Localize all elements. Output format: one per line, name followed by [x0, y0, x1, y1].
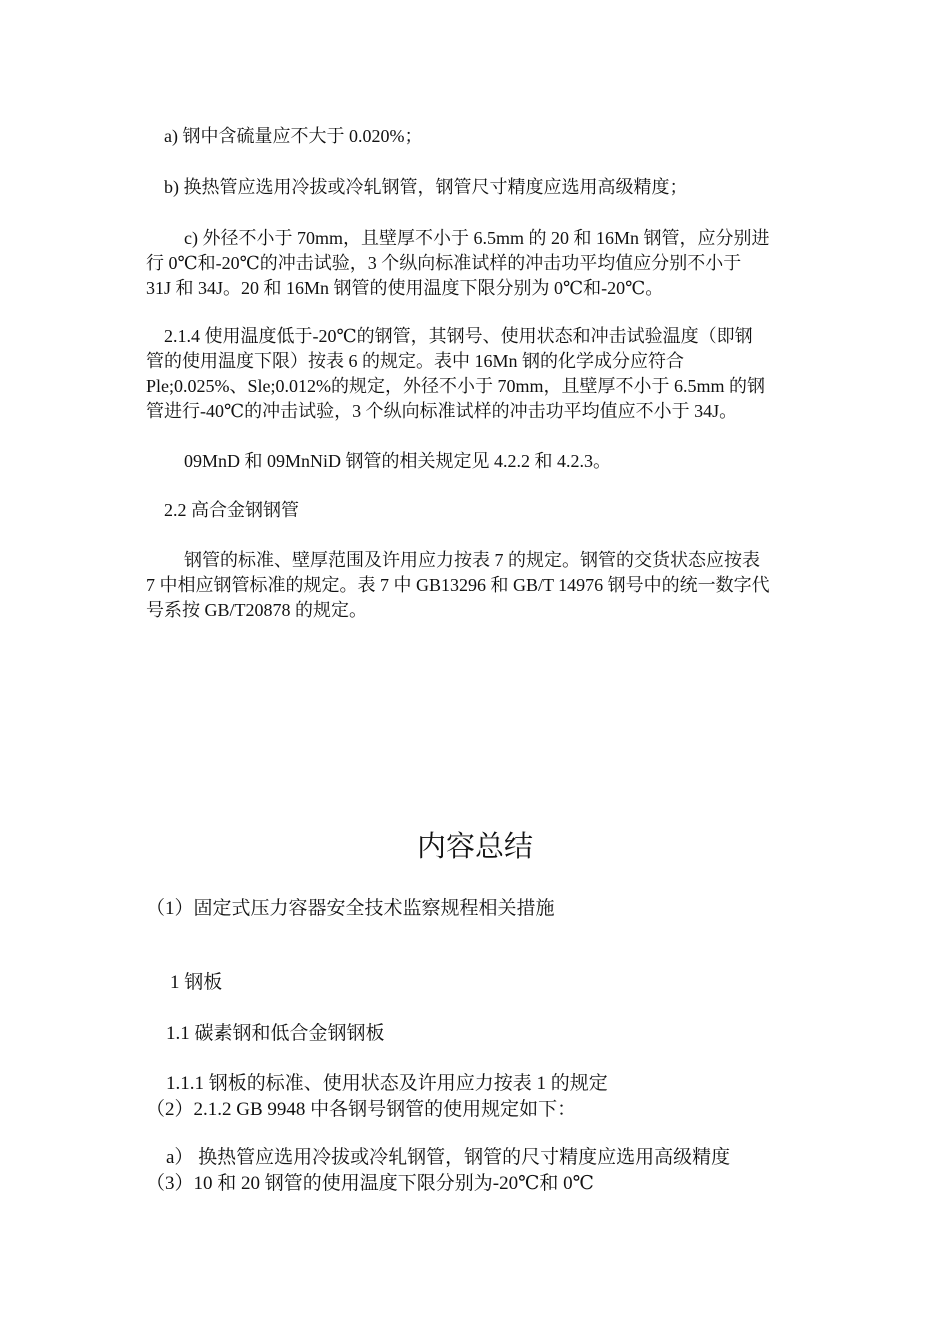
summary-title: 内容总结 — [416, 831, 533, 863]
para-22-line-2: 7 中相应钢管标准的规定。表 7 中 GB13296 和 GB/T 14976 钢号中的统一数字代 — [146, 575, 770, 595]
para-22-line-1: 钢管的标准、壁厚范围及许用应力按表 7 的规定。钢管的交货状态应按表 — [184, 550, 760, 570]
heading-high-alloy-steel-pipe: 2.2 高合金钢钢管 — [164, 500, 299, 520]
item-c-line-3: 31J 和 34J。20 和 16Mn 钢管的使用温度下限分别为 0℃和-20℃。 — [146, 278, 664, 298]
summary-clause-111: 1.1.1 钢板的标准、使用状态及许用应力按表 1 的规定 — [166, 1073, 608, 1094]
summary-carbon-steel-plate: 1.1 碳素钢和低合金钢钢板 — [166, 1023, 385, 1044]
clause-214-line-4: 管进行-40℃的冲击试验，3 个纵向标准试样的冲击功平均值应不小于 34J。 — [146, 401, 738, 421]
item-a-sulfur: a) 钢中含硫量应不大于 0.020%； — [164, 126, 423, 146]
summary-point-1: （1）固定式压力容器安全技术监察规程相关措施 — [146, 898, 555, 919]
clause-214-line-1: 2.1.4 使用温度低于-20℃的钢管，其钢号、使用状态和冲击试验温度（即钢 — [164, 326, 753, 346]
note-09mnd: 09MnD 和 09MnNiD 钢管的相关规定见 4.2.2 和 4.2.3。 — [184, 451, 612, 471]
item-b-heat-exchanger: b) 换热管应选用冷拔或冷轧钢管，钢管尺寸精度应选用高级精度； — [164, 177, 688, 197]
clause-214-line-3: Ple;0.025%、Sle;0.012%的规定，外径不小于 70mm，且壁厚不小于 6.5mm 的钢 — [146, 376, 765, 396]
item-c-line-2: 行 0℃和-20℃的冲击试验，3 个纵向标准试样的冲击功平均值应分别不小于 — [146, 253, 742, 273]
summary-point-2-a: a） 换热管应选用冷拔或冷轧钢管，钢管的尺寸精度应选用高级精度 — [166, 1147, 731, 1168]
summary-point-3: （3）10 和 20 钢管的使用温度下限分别为-20℃和 0℃ — [146, 1173, 594, 1194]
item-c-line-1: c) 外径不小于 70mm，且壁厚不小于 6.5mm 的 20 和 16Mn 钢管，应分别进 — [184, 228, 770, 248]
para-22-line-3: 号系按 GB/T20878 的规定。 — [146, 600, 368, 620]
summary-point-2: （2）2.1.2 GB 9948 中各钢号钢管的使用规定如下： — [146, 1099, 577, 1120]
summary-steel-plate: 1 钢板 — [170, 972, 223, 993]
clause-214-line-2: 管的使用温度下限）按表 6 的规定。表中 16Mn 钢的化学成分应符合 — [146, 351, 685, 371]
